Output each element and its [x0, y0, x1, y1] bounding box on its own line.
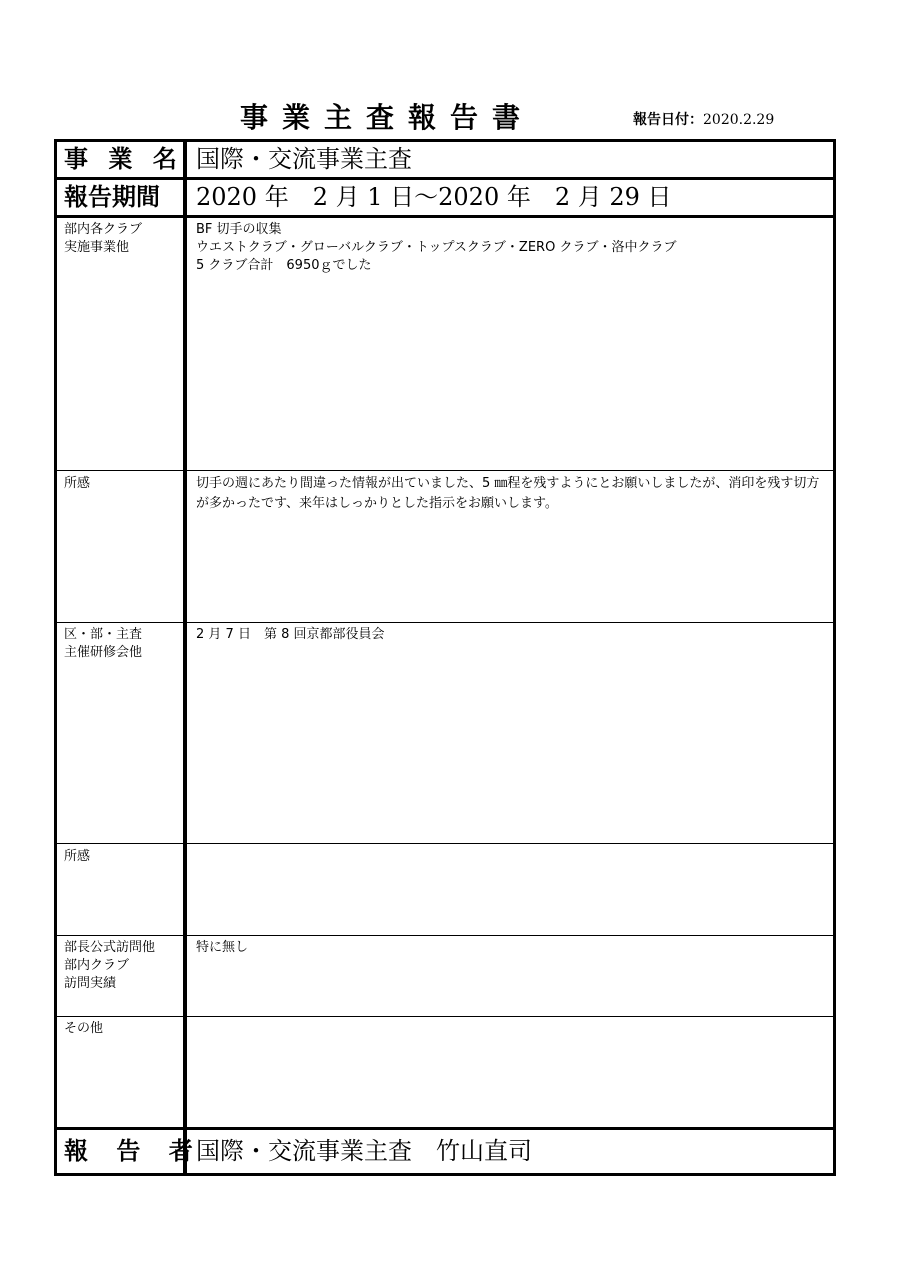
row-divider	[54, 622, 836, 623]
official-visits-label-line: 部長公式訪問他	[64, 940, 156, 955]
page-title: 事業主査報告書	[240, 101, 535, 134]
content-line: BF 切手の収集	[196, 222, 282, 237]
other-label: その他	[64, 1021, 104, 1036]
report-period-label: 報告期間	[64, 183, 160, 211]
official-visits-label-line: 部内クラブ	[64, 958, 130, 973]
business-name-label: 事 業 名	[64, 145, 183, 173]
report-date	[633, 109, 774, 129]
reporter-value: 国際・交流事業主査 竹山直司	[196, 1137, 532, 1165]
impression-1-content	[196, 474, 828, 514]
report-date-label: 報告日付：	[633, 112, 703, 128]
impression-1-text: 切手の週にあたり間違った情報が出ていました、5 ㎜程を残すようにとお願いしましたが、消印を残す切方が多かったです、来年はしっかりとした指示をお願いします。	[196, 476, 820, 511]
report-period-value: 2020 年 2 月 1 日～2020 年 2 月 29 日	[196, 183, 672, 211]
row-divider	[54, 177, 836, 180]
impression-2-label: 所感	[64, 849, 91, 864]
club-activities-label	[64, 221, 182, 257]
row-divider	[54, 843, 836, 844]
club-activities-label-line: 部内各クラブ	[64, 222, 143, 237]
content-line: 特に無し	[196, 940, 249, 955]
district-training-label-line: 主催研修会他	[64, 645, 143, 660]
row-divider	[54, 215, 836, 218]
club-activities-label-line: 実施事業他	[64, 240, 130, 255]
reporter-label: 報 告 者	[64, 1137, 203, 1165]
business-name-value: 国際・交流事業主査	[196, 145, 412, 173]
district-training-content	[196, 626, 828, 644]
row-divider	[54, 1127, 836, 1130]
row-divider	[54, 1016, 836, 1017]
content-line: 2 月 7 日 第 8 回京都部役員会	[196, 627, 385, 642]
official-visits-content	[196, 939, 828, 957]
content-line: ウエストクラブ・グローバルクラブ・トップスクラブ・ZERO クラブ・洛中クラブ	[196, 240, 677, 255]
district-training-label-line: 区・部・主査	[64, 627, 143, 642]
club-activities-content	[196, 221, 828, 275]
report-date-value: 2020.2.29	[703, 112, 775, 128]
district-training-label	[64, 626, 182, 662]
column-divider	[183, 139, 187, 1176]
row-divider	[54, 470, 836, 471]
row-divider	[54, 935, 836, 936]
official-visits-label-line: 訪問実績	[64, 976, 117, 991]
content-line: 5 クラブ合計 6950ｇでした	[196, 258, 372, 273]
impression-1-label: 所感	[64, 476, 91, 491]
official-visits-label	[64, 939, 182, 993]
